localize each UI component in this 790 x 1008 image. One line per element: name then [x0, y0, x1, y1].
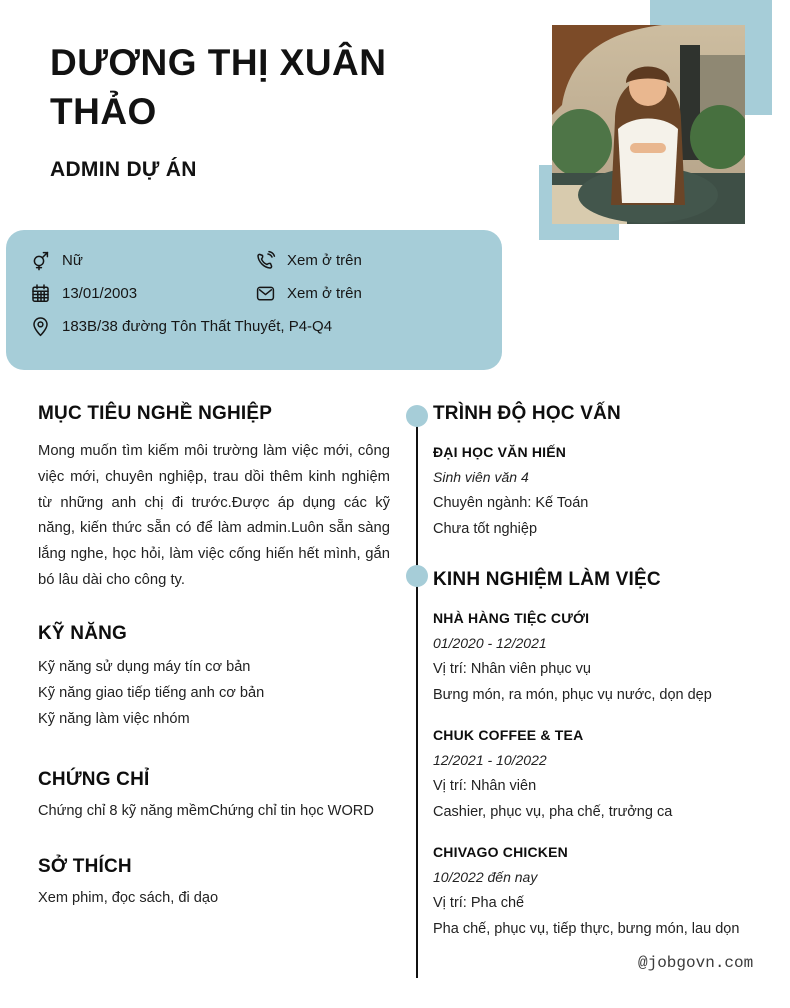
education-note: Sinh viên văn 4 [433, 469, 529, 485]
profile-photo [552, 25, 745, 224]
experience-entry [433, 610, 768, 704]
section-heading-hobbies: SỞ THÍCH [38, 855, 132, 877]
experience-entry [433, 844, 768, 938]
left-column [38, 402, 390, 906]
email-value: Xem ở trên [287, 285, 362, 302]
section-heading-skills: KỸ NĂNG [38, 622, 128, 644]
location-pin-icon [30, 316, 51, 337]
objective-text: Mong muốn tìm kiếm môi trường làm việc mới, công việc mới, chuyên nghiệp, trau dồi thêm kinh nghiệm từ những anh chị đi trước.Được áp dụng các kỹ năng, kiến thức sẵn có để làm admin.Luôn sẵn sàng lắng nghe, học hỏi, làm việc cống hiến hết mình, gắn bó lâu dài cho công ty. [38, 443, 390, 588]
right-column [433, 402, 768, 938]
phone-icon [255, 250, 276, 271]
experience-company: CHUK COFFEE & TEA [433, 727, 584, 743]
hobbies-text: Xem phim, đọc sách, đi dạo [38, 889, 219, 906]
skill-item: Kỹ năng giao tiếp tiếng anh cơ bản [38, 684, 265, 701]
contact-address [30, 316, 332, 337]
experience-duties: Cashier, phục vụ, pha chế, trưởng ca [433, 804, 673, 820]
contact-info-box [6, 230, 502, 370]
contact-gender [30, 250, 83, 271]
timeline-line [416, 416, 418, 978]
experience-position: Vị trí: Nhân viên [433, 778, 537, 794]
education-entry [433, 444, 768, 538]
experience-company: NHÀ HÀNG TIỆC CƯỚI [433, 610, 590, 626]
experience-entry [433, 727, 768, 821]
experience-duties: Bưng món, ra món, phục vụ nước, dọn dẹp [433, 687, 712, 703]
profile-photo-illustration [552, 25, 745, 224]
skill-item: Kỹ năng làm việc nhóm [38, 710, 190, 727]
timeline-dot-experience [406, 565, 428, 587]
experience-period: 12/2021 - 10/2022 [433, 752, 547, 768]
certificates-text: Chứng chỉ 8 kỹ năng mềmChứng chỉ tin học WORD [38, 802, 374, 819]
dob-value: 13/01/2003 [62, 285, 138, 302]
experience-position: Vị trí: Pha chế [433, 895, 525, 911]
skills-list [38, 654, 390, 732]
candidate-job-title: ADMIN DỰ ÁN [50, 158, 197, 181]
calendar-icon [30, 283, 51, 304]
section-heading-objective: MỤC TIÊU NGHỀ NGHIỆP [38, 403, 273, 424]
contact-phone [255, 250, 362, 271]
skill-item: Kỹ năng sử dụng máy tín cơ bản [38, 658, 251, 675]
contact-dob [30, 283, 137, 304]
section-heading-education: TRÌNH ĐỘ HỌC VẤN [433, 403, 621, 424]
address-value: 183B/38 đường Tôn Thất Thuyết, P4-Q4 [62, 318, 333, 335]
experience-company: CHIVAGO CHICKEN [433, 844, 568, 860]
section-heading-experience: KINH NGHIỆM LÀM VIỆC [433, 569, 661, 590]
education-major: Chuyên ngành: Kế Toán [433, 495, 589, 511]
experience-duties: Pha chế, phục vụ, tiếp thực, bưng món, lau dọn [433, 921, 740, 937]
gender-icon [30, 250, 51, 271]
watermark: @jobgovn.com [638, 954, 754, 972]
timeline-dot-education [406, 405, 428, 427]
experience-period: 10/2022 đến nay [433, 869, 538, 885]
candidate-name: DƯƠNG THỊ XUÂN THẢO [50, 42, 387, 132]
mail-icon [255, 283, 276, 304]
experience-position: Vị trí: Nhân viên phục vụ [433, 661, 591, 677]
section-heading-certificates: CHỨNG CHỈ [38, 768, 150, 790]
experience-period: 01/2020 - 12/2021 [433, 635, 547, 651]
education-status: Chưa tốt nghiệp [433, 521, 538, 537]
education-school: ĐẠI HỌC VĂN HIẾN [433, 444, 567, 460]
gender-value: Nữ [62, 252, 83, 269]
contact-email [255, 283, 362, 304]
phone-value: Xem ở trên [287, 252, 362, 269]
